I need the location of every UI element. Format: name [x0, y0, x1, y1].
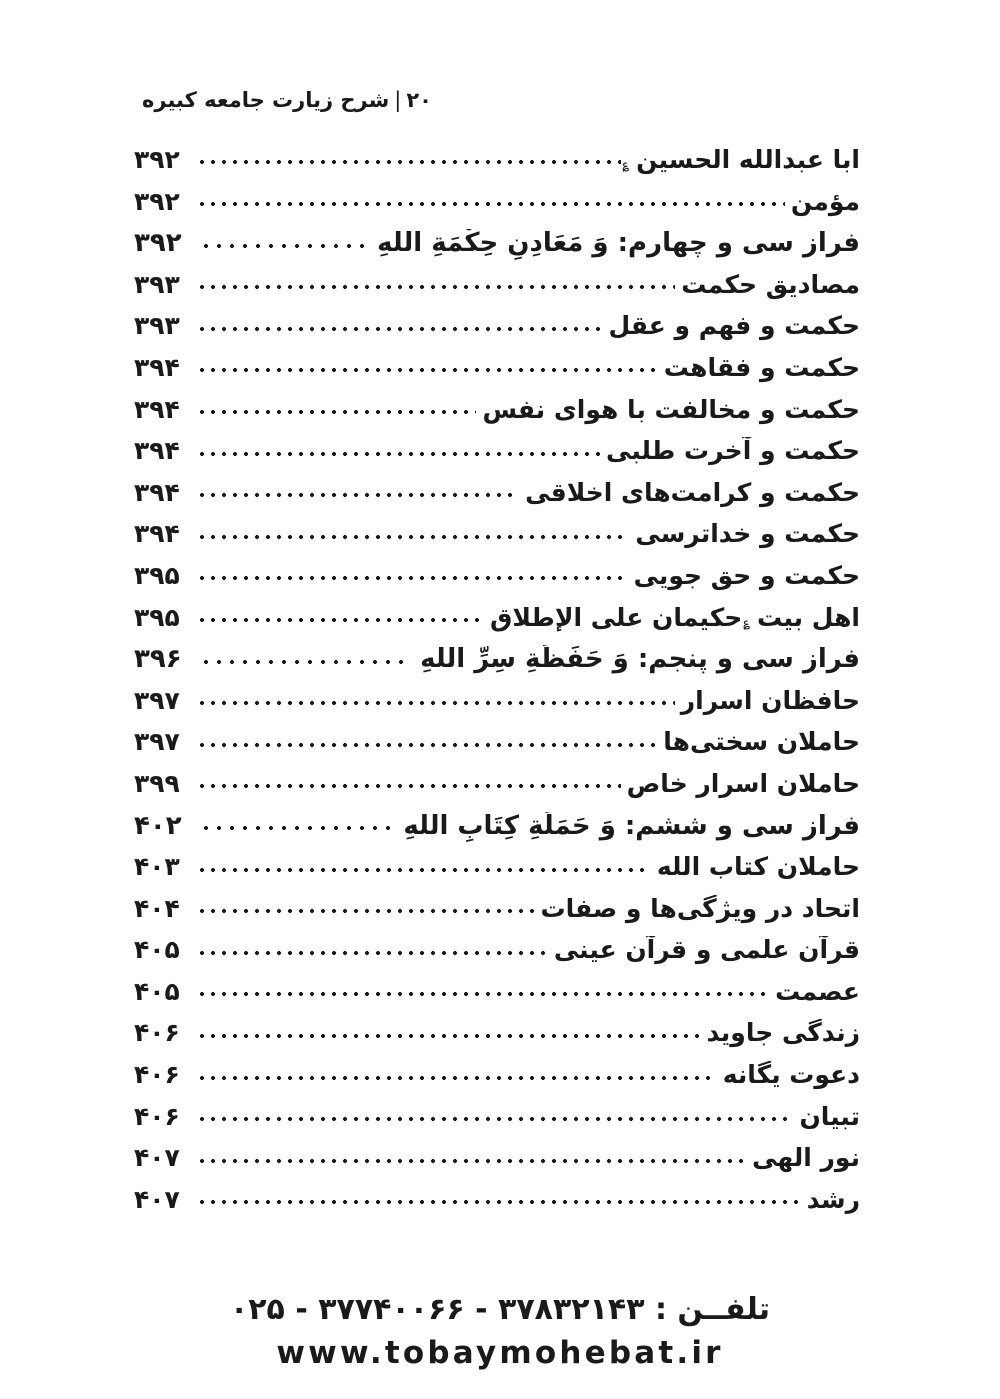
toc-entry-label: دعوت یگانه [722, 1061, 860, 1090]
toc-entry-row[interactable] [134, 604, 860, 646]
toc-entry-label: عصمت [775, 977, 860, 1006]
toc-page-number: ۴۰۵ [134, 977, 180, 1006]
toc-leader-dots [200, 360, 658, 376]
toc-entry-label: تبیان [799, 1102, 860, 1131]
toc-entry-label: نور الهی [752, 1144, 860, 1173]
toc-entry-row[interactable] [134, 312, 860, 354]
toc-page-number: ۴۰۲ [134, 811, 182, 841]
toc-leader-dots [200, 1192, 801, 1208]
toc-page-number: ۳۹۴ [134, 395, 180, 424]
book-title: شرح زیارت جامعه کبیره [142, 88, 390, 112]
toc-leader-dots [200, 1067, 717, 1083]
toc-page-number: ۳۹۴ [134, 478, 180, 507]
toc-leader-dots [200, 859, 651, 875]
toc-entry-label: فراز سی و پنجم: وَ حَفَظَةِ سِرِّ اللهِ [420, 645, 860, 675]
toc-page-number: ۴۰۷ [134, 1144, 180, 1173]
toc-entry-row[interactable] [134, 1186, 860, 1228]
toc-leader-dots [200, 277, 675, 293]
toc-entry-label: ابا عبدالله الحسین [636, 146, 860, 174]
toc-section-row[interactable] [134, 645, 860, 687]
toc-entry-label: حاملان سختی‌ها [663, 728, 860, 757]
toc-page-number: ۳۹۷ [134, 686, 180, 715]
toc-entry-row[interactable] [134, 1144, 860, 1186]
toc-entry-row[interactable] [134, 146, 860, 188]
toc-entry-row[interactable] [134, 687, 860, 729]
toc-entry-row[interactable] [134, 354, 860, 396]
toc-leader-dots [200, 693, 675, 709]
toc-entry-row[interactable] [134, 770, 860, 812]
toc-entry-row[interactable] [134, 562, 860, 604]
toc-entry-label: اتحاد در ویژگی‌ها و صفات [540, 894, 860, 923]
toc-entry-row[interactable] [134, 853, 860, 895]
toc-page-number: ۳۹۳ [134, 312, 180, 341]
toc-page-number: ۴۰۳ [134, 853, 180, 882]
toc-page-number: ۴۰۵ [134, 936, 180, 965]
toc-entry-label: مصادیق حکمت [681, 270, 860, 299]
toc-leader-dots [200, 194, 785, 210]
toc-leader-dots [200, 526, 629, 542]
toc-page-number: ۴۰۴ [134, 894, 180, 923]
phone-label: تلفــن : [654, 1292, 771, 1327]
toc-page-number: ۳۹۲ [134, 187, 180, 216]
page-number: ۲۰ [406, 88, 432, 112]
toc-page-number: ۳۹۵ [134, 561, 180, 590]
toc-entry-label: حکمت و فقاهت [663, 353, 860, 382]
toc-page-number: ۴۰۶ [134, 1102, 180, 1131]
toc-leader-dots [200, 984, 769, 1000]
toc-entry-label: قرآن علمی و قرآن عینی [553, 936, 860, 965]
toc-leader-dots [200, 1025, 700, 1041]
header-separator-right: | [394, 88, 402, 112]
page-footer [0, 1290, 1000, 1371]
toc-page-number: ۳۹۳ [134, 270, 180, 299]
toc-entry-row[interactable] [134, 188, 860, 230]
toc-leader-dots [200, 568, 628, 584]
toc-entry-row[interactable] [134, 978, 860, 1020]
toc-page-number: ۳۹۵ [134, 603, 180, 632]
toc-page-number: ۳۹۲ [134, 229, 182, 259]
toc-entry-label: حاملان اسرار خاص [626, 769, 860, 798]
toc-entry-label: فراز سی و چهارم: وَ مَعَادِنِ حِکْمَةِ اللهِ [377, 229, 860, 259]
toc-leader-dots [200, 610, 484, 626]
toc-entry-label: حاملان کتاب الله [656, 853, 860, 882]
toc-leader-dots [204, 235, 367, 251]
toc-entry-label: حکمت و فهم و عقل [608, 312, 860, 341]
toc-entry-row[interactable] [134, 1019, 860, 1061]
toc-leader-dots [200, 776, 621, 792]
toc-leader-dots [204, 818, 393, 834]
toc-entry-row[interactable] [134, 437, 860, 479]
toc-page-number: ۳۹۴ [134, 520, 180, 549]
toc-leader-dots [204, 651, 410, 667]
toc-entry-label: زندگی جاوید [706, 1019, 860, 1048]
toc-entry-label: حکمت و خداترسی [635, 520, 860, 549]
toc-page-number: ۳۹۶ [134, 645, 182, 675]
table-of-contents [134, 146, 860, 1227]
toc-entry-row[interactable] [134, 271, 860, 313]
honorific-icon: ؏ [622, 157, 630, 171]
toc-entry-label: رشد [806, 1185, 860, 1214]
toc-page-number: ۴۰۶ [134, 1019, 180, 1048]
toc-page-number: ۳۹۷ [134, 728, 180, 757]
toc-leader-dots [200, 1109, 793, 1125]
toc-entry-row[interactable] [134, 520, 860, 562]
toc-entry-label-continued: حکیمان علی الإطلاق [489, 603, 743, 632]
toc-entry-row[interactable] [134, 1061, 860, 1103]
toc-leader-dots [200, 402, 476, 418]
toc-entry-row[interactable] [134, 479, 860, 521]
toc-entry-label: فراز سی و ششم: وَ حَمَلَةِ کِتَابِ اللهِ [403, 811, 860, 841]
toc-leader-dots [200, 443, 600, 459]
toc-entry-label: اهل بیت [757, 603, 860, 632]
toc-section-row[interactable] [134, 229, 860, 271]
toc-page-number: ۴۰۷ [134, 1185, 180, 1214]
toc-entry-row[interactable] [134, 396, 860, 438]
toc-page-number: ۳۹۴ [134, 437, 180, 466]
toc-leader-dots [200, 1150, 746, 1166]
toc-leader-dots [200, 734, 657, 750]
toc-leader-dots [200, 942, 548, 958]
toc-entry-label: حکمت و مخالفت با هوای نفس [482, 395, 860, 424]
phone-numbers: ۰۲۵ - ۳۷۷۴۰۰۶۶ - ۳۷۸۳۲۱۴۳ [229, 1292, 645, 1327]
toc-leader-dots [200, 901, 535, 917]
toc-entry-label: حکمت و حق جویی [633, 561, 860, 590]
toc-entry-row[interactable] [134, 1103, 860, 1145]
toc-leader-dots [200, 485, 519, 501]
toc-leader-dots [200, 318, 602, 334]
toc-entry-label: مؤمن [790, 187, 860, 216]
toc-entry-row[interactable] [134, 895, 860, 937]
toc-entry-label: حکمت و کرامت‌های اخلاقی [525, 478, 860, 507]
toc-page-number: ۴۰۶ [134, 1061, 180, 1090]
toc-page-number: ۳۹۴ [134, 353, 180, 382]
toc-page-number: ۳۹۲ [134, 146, 180, 174]
toc-entry-row[interactable] [134, 936, 860, 978]
running-header [142, 88, 858, 122]
honorific-icon: ؏ [743, 614, 751, 629]
footer-phone-line [0, 1290, 1000, 1329]
toc-leader-dots [200, 152, 621, 168]
toc-entry-row[interactable] [134, 728, 860, 770]
toc-entry-label: حکمت و آخرت طلبی [606, 437, 860, 466]
toc-section-row[interactable] [134, 812, 860, 854]
footer-website[interactable]: www.tobaymohebat.ir [276, 1335, 724, 1371]
toc-page-number: ۳۹۹ [134, 769, 180, 798]
toc-entry-label: حافظان اسرار [680, 686, 860, 715]
